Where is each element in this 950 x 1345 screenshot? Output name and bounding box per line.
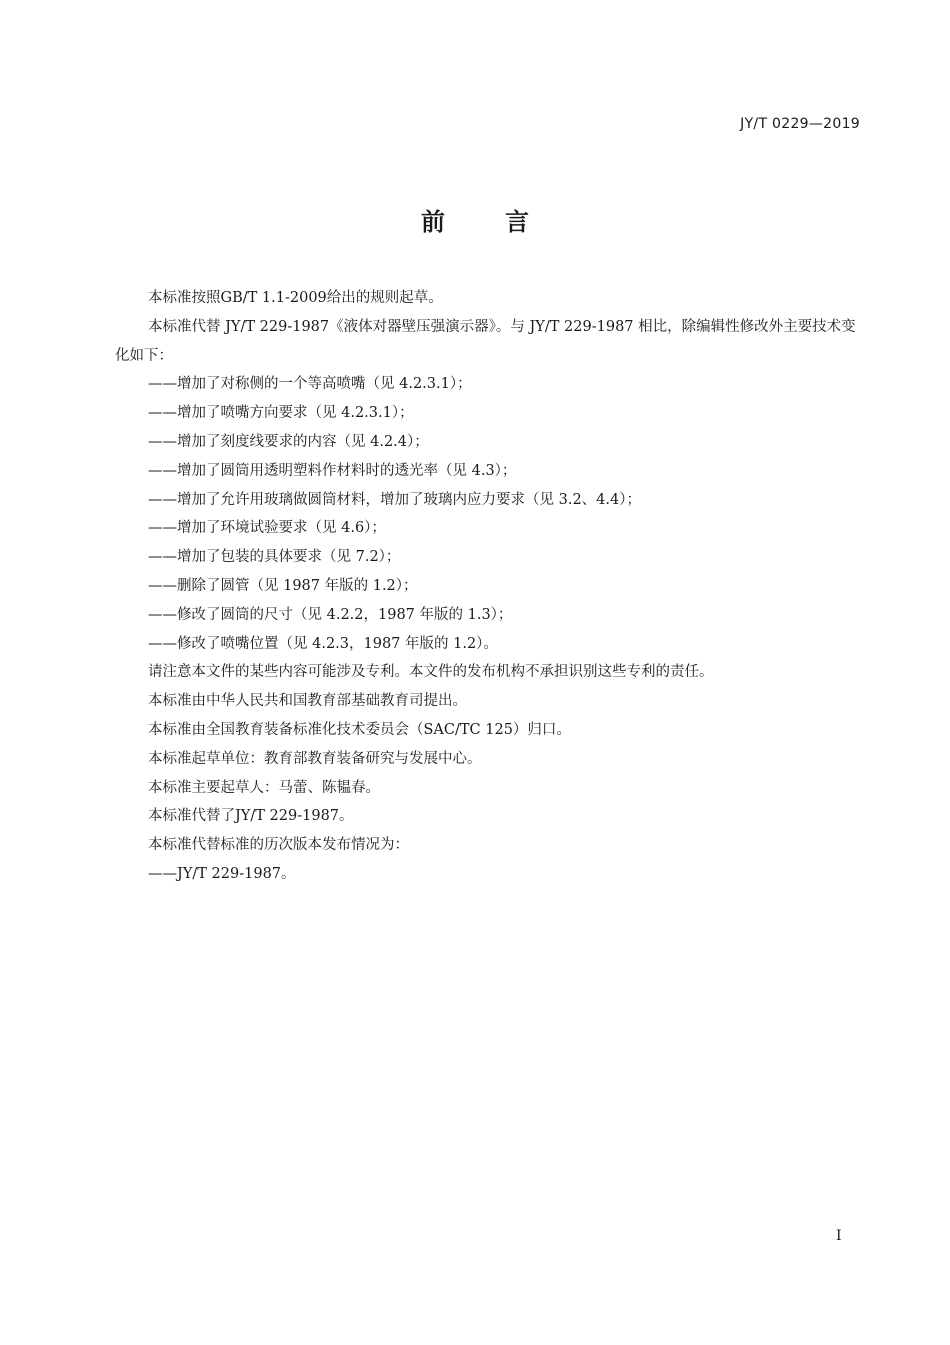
list-item: ——修改了圆筒的尺寸（见 4.2.2，1987 年版的 1.3）； (148, 606, 513, 623)
foreword-body (115, 284, 860, 889)
proposer-statement: 本标准由中华人民共和国教育部基础教育司提出。 (148, 693, 467, 710)
list-item: ——删除了圆管（见 1987 年版的 1.2）； (148, 577, 418, 594)
standard-code: JY/T 0229—2019 (740, 116, 860, 132)
list-item: ——增加了圆筒用透明塑料作材料时的透光率（见 4.3）； (148, 462, 517, 479)
replacement-paragraph: 本标准代替 JY/T 229-1987《液体对器壁压强演示器》。与 JY/T 229-1987 相比，除编辑性修改外主要技术变化如下： (115, 318, 856, 364)
patent-notice: 请注意本文件的某些内容可能涉及专利。本文件的发布机构不承担识别这些专利的责任。 (148, 664, 714, 681)
list-item: ——增加了允许用玻璃做圆筒材料，增加了玻璃内应力要求（见 3.2、4.4）； (148, 491, 641, 508)
centralized-statement: 本标准由全国教育装备标准化技术委员会（SAC/TC 125）归口。 (148, 721, 571, 738)
page-number: I (836, 1228, 842, 1244)
list-item: ——增加了对称侧的一个等高喷嘴（见 4.2.3.1）； (148, 376, 472, 393)
list-item: ——修改了喷嘴位置（见 4.2.3，1987 年版的 1.2）。 (148, 635, 498, 652)
list-item: ——增加了环境试验要求（见 4.6）； (148, 520, 386, 537)
list-item: ——增加了刻度线要求的内容（见 4.2.4）； (148, 433, 429, 450)
page-title: 前言 (421, 208, 589, 236)
history-intro: 本标准代替标准的历次版本发布情况为： (148, 837, 409, 854)
changes-list (115, 370, 860, 658)
list-item: ——增加了喷嘴方向要求（见 4.2.3.1）； (148, 405, 414, 422)
replaces-statement: 本标准代替了JY/T 229-1987。 (148, 808, 354, 825)
drafters-statement: 本标准主要起草人：马蕾、陈韫春。 (148, 779, 380, 796)
drafting-rule-paragraph: 本标准按照GB/T 1.1-2009给出的规则起草。 (148, 290, 443, 306)
drafting-unit-statement: 本标准起草单位：教育部教育装备研究与发展中心。 (148, 750, 482, 767)
history-item: ——JY/T 229-1987。 (148, 865, 296, 882)
list-item: ——增加了包装的具体要求（见 7.2）； (148, 549, 401, 566)
